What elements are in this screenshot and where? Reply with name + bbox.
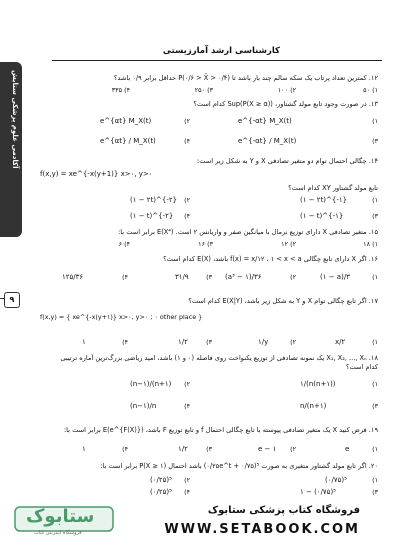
question-20 <box>48 462 378 471</box>
option-2-math: (a³ − ۱)/۳۶ <box>225 273 262 281</box>
option-2-label: ۲) <box>184 380 190 388</box>
option-4-label: ۴) <box>122 445 128 453</box>
store-title: فروشگاه کتاب پزشکی ستابوک <box>207 505 360 516</box>
option-1-label: ۱) <box>372 338 378 346</box>
option-4: ۴) ۶ <box>118 240 130 248</box>
store-url[interactable]: WWW.SETABOOK.COM <box>164 522 360 537</box>
option-3-label: ۳) <box>372 137 378 145</box>
formula: f(x,y) = { xe^{-x(y+۱)} x>۰, y>۰ ; ۰ other place } <box>40 313 203 321</box>
page-number: ۹ <box>4 292 20 308</box>
option-1-math: ۱/(n(n+۱)) <box>300 380 336 388</box>
question-14-sub: تابع مولد گشتاور XY کدام است؟ <box>288 184 378 192</box>
option-1: ۱) ۱۸ <box>363 240 378 248</box>
question-number: ۲۰. <box>368 462 378 470</box>
option-4-label: ۴) <box>184 402 190 410</box>
option-1-math: (۱ − ۲t)^{-۱} <box>300 196 348 204</box>
store-logo: ستابوک <box>26 506 95 527</box>
option-3-label: ۳) <box>372 402 378 410</box>
option-1: ۱) ۵۰ <box>363 86 378 94</box>
option-2-math: ۱/y <box>258 338 269 346</box>
option-1-label: ۱) <box>372 273 378 281</box>
question-12-options <box>48 86 378 96</box>
question-text: اگر X دارای تابع چگالی f(x) = x/۱۲ ، ۱ < x < a باشد، E(X) کدام است؟ <box>163 255 367 263</box>
option-2-math: (۰/۲۵)⁵ <box>150 476 172 484</box>
option-2: ۲) ۱۲ <box>281 240 296 248</box>
option-4-label: ۴) <box>184 137 190 145</box>
question-text: چگالی احتمال توام دو متغیر تصادفی X و Y به شکل زیر است: <box>197 157 367 165</box>
option-2-math: e^{αt} M_X(t) <box>100 117 152 125</box>
question-15-options <box>48 240 378 250</box>
page-header-title: کارشناسی ارشد آمارزیستی <box>162 46 280 56</box>
option-4-label: ۴) <box>184 488 190 496</box>
option-4-math: (۰/۲۵)⁵ <box>150 488 172 496</box>
question-text: در صورت وجود تابع مولد گشتاور، Sup(P(X ≥ α)) کدام است؟ <box>193 100 367 108</box>
question-19 <box>48 426 378 435</box>
question-15 <box>48 228 378 237</box>
option-3-math: ۱ − (۰/۷۵)⁵ <box>300 488 336 496</box>
option-1-math: (۰/۷۵)⁵ <box>325 476 347 484</box>
option-2-label: ۲) <box>290 338 296 346</box>
option-2-label: ۲) <box>184 476 190 484</box>
question-text: کمترین تعداد پرتاب یک سکه سالم چند بار باشد تا P(۰/۶ > X̄ > ۰/۴) حداقل برابر ۰/۹ باشد؟ <box>113 74 367 82</box>
option-1-label: ۱) <box>372 445 378 453</box>
question-14 <box>48 157 378 166</box>
option-2-math: (۱ − ۲t)^{-۲} <box>130 196 178 204</box>
question-number: ۱۵. <box>368 228 378 236</box>
option-3: ۳) ۲۵۰ <box>194 86 213 94</box>
option-2: ۲) ۱۰۰ <box>277 86 296 94</box>
option-2-label: ۲) <box>290 445 296 453</box>
question-text: متغیر تصادفی X دارای توزیع نرمال با میانگین صفر و واریانس ۲ است. E(X⁴) برابر است با: <box>118 228 367 236</box>
option-4-math: e^{αt} / M_X(t) <box>100 137 156 145</box>
option-3-math: (۱ − t)^{-۱} <box>300 212 344 220</box>
option-3-label: ۳) <box>206 338 212 346</box>
option-3-math: ۱/۲ <box>178 338 188 346</box>
question-number: ۱۷. <box>368 297 378 305</box>
option-3-label: ۳) <box>372 488 378 496</box>
option-4: ۴) ۳۳۵ <box>111 86 130 94</box>
option-1-math: e^{-αt} M_X(t) <box>238 117 292 125</box>
option-3-math: n/(n+۱) <box>300 402 327 410</box>
question-number: ۱۴. <box>368 157 378 165</box>
question-number: ۱۹. <box>368 426 378 434</box>
question-text: فرض کنید X یک متغیر تصادفی پیوسته با تابع چگالی احتمال f و تابع توزیع F باشد، E(e^{F(X)}) برابر است با: <box>63 426 367 434</box>
question-text: اگر تابع مولد گشتاور متغیری به صورت ۰/۲۵e^t + ۰/۷۵)⁵) باشد احتمال P(X ≥ ۱) برابر است با: <box>100 462 367 470</box>
option-4-label: ۴) <box>122 338 128 346</box>
question-text: X₁, X₂, ..., Xₙ یک نمونه تصادفی از توزیع یکنواخت روی فاصله (۰ و ۱) باشد، امید ریاضی بزرگ‌ترین آماره ترتیبی کدام است؟ <box>60 354 378 371</box>
option-4-math: ۱ <box>82 445 86 453</box>
option-1-math: e <box>345 445 350 453</box>
option-4-math: (۱ − t)^{-۲} <box>130 212 174 220</box>
option-2-math: (n−۱)/(n+۱) <box>130 380 172 388</box>
option-3-label: ۳) <box>206 273 212 281</box>
store-logo-subtitle: فروشگاه اینترنتی کتاب <box>34 530 82 536</box>
side-tab-label: آکادمی علوم پزشکی ستایش <box>11 70 19 169</box>
option-2-math: e − ۱ <box>258 445 277 453</box>
option-2-label: ۲) <box>184 196 190 204</box>
option-1-math: x/۲ <box>335 338 346 346</box>
formula: f(x,y) = xe^{-x(y+1)} x>۰, y>۰ <box>40 170 153 178</box>
option-1-label: ۱) <box>372 380 378 388</box>
option-1-label: ۱) <box>372 196 378 204</box>
option-3-label: ۳) <box>206 445 212 453</box>
question-12 <box>48 74 378 83</box>
option-3-math: e^{-αt} / M_X(t) <box>238 137 297 145</box>
option-3-math: ۳۱/۹ <box>175 273 189 281</box>
option-4-math: ۱۲۵/۳۶ <box>62 273 84 281</box>
question-text: اگر تابع چگالی توام X و Y به شکل زیر باشد، E(X|Y) کدام است؟ <box>188 297 367 305</box>
question-number: ۱۶. <box>368 255 378 263</box>
question-number: ۱۸. <box>368 354 378 362</box>
option-3-label: ۳) <box>372 212 378 220</box>
option-4-math: ۱ <box>82 338 86 346</box>
question-number: ۱۲. <box>368 74 378 82</box>
question-13 <box>48 100 378 109</box>
question-18 <box>48 354 378 372</box>
header-rule <box>52 60 382 61</box>
option-3-math: ۱/۲ <box>178 445 188 453</box>
option-1-label: ۱) <box>372 476 378 484</box>
option-1-math: (۱ − a)/۳ <box>320 273 350 281</box>
question-number: ۱۳. <box>368 100 378 108</box>
option-1-label: ۱) <box>372 117 378 125</box>
question-16 <box>48 255 378 264</box>
option-2-label: ۲) <box>290 273 296 281</box>
question-17 <box>48 297 378 306</box>
option-4-label: ۴) <box>122 273 128 281</box>
option-3: ۳) ۱۶ <box>198 240 213 248</box>
option-4-label: ۴) <box>184 212 190 220</box>
option-4-math: (n−۱)/n <box>130 402 157 410</box>
option-2-label: ۲) <box>184 117 190 125</box>
